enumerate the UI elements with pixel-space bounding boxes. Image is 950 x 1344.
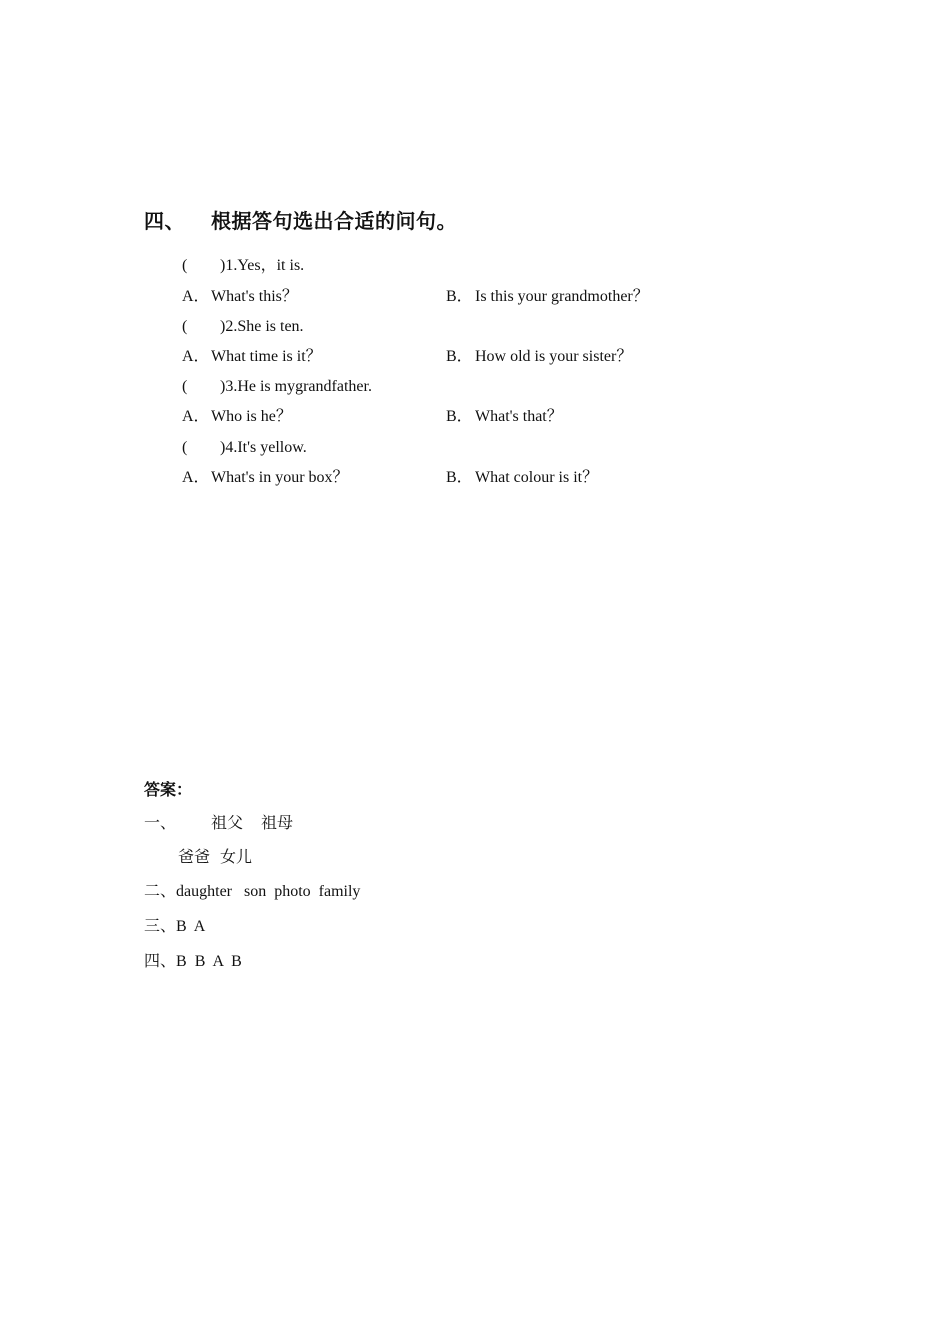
answer-prefix: 一、 — [144, 813, 177, 832]
question-text: )3.He is mygrandfather. — [220, 378, 372, 395]
question-1-option-b — [446, 286, 649, 308]
option-text: Who is he？ — [211, 408, 292, 425]
answer-prefix: 三、 — [144, 916, 177, 935]
question-text: )1.Yes，it is. — [220, 257, 305, 274]
question-1-option-a — [182, 286, 298, 308]
option-letter: B． — [446, 288, 473, 305]
answer-prefix: 二、 — [144, 881, 177, 900]
answer-line-2 — [178, 846, 252, 868]
answers-heading: 答案： — [144, 780, 193, 799]
option-letter: B． — [446, 469, 473, 486]
question-1 — [182, 255, 304, 277]
option-letter: A． — [182, 408, 210, 425]
section-heading — [144, 205, 457, 234]
question-4 — [182, 437, 307, 459]
question-3-option-b — [446, 406, 563, 428]
answer-line-5 — [144, 950, 242, 973]
section-title-text: 根据答句选出合适的问句。 — [211, 209, 457, 233]
option-text: What's that？ — [475, 408, 563, 425]
answer-prefix: 四、 — [144, 951, 177, 970]
question-4-option-b — [446, 467, 598, 489]
answer-word: 祖母 — [261, 813, 294, 832]
answer-blank-open: ( — [182, 439, 188, 456]
answer-line-4 — [144, 915, 205, 938]
answer-blank-open: ( — [182, 378, 188, 395]
answer-blank-open: ( — [182, 318, 188, 335]
question-text: )2.She is ten. — [220, 318, 304, 335]
answer-text: B A — [176, 918, 206, 935]
answer-line-3 — [144, 880, 360, 903]
question-2-option-a — [182, 346, 322, 368]
option-text: What colour is it？ — [475, 469, 599, 486]
option-letter: B． — [446, 408, 473, 425]
question-text: )4.It's yellow. — [220, 439, 307, 456]
answer-text: daughter son photo family — [176, 883, 361, 900]
option-text: What's in your box？ — [211, 469, 349, 486]
option-letter: A． — [182, 469, 210, 486]
question-3 — [182, 376, 372, 398]
option-letter: A． — [182, 288, 210, 305]
option-text: What time is it？ — [211, 348, 322, 365]
option-text: What's this？ — [211, 288, 298, 305]
option-letter: B． — [446, 348, 473, 365]
question-2 — [182, 316, 304, 338]
question-2-option-b — [446, 346, 632, 368]
answer-word: 祖父 — [211, 813, 244, 832]
section-number: 四、 — [144, 209, 185, 233]
question-4-option-a — [182, 467, 349, 489]
question-3-option-a — [182, 406, 292, 428]
option-text: How old is your sister？ — [475, 348, 633, 365]
option-letter: A． — [182, 348, 210, 365]
answer-blank-open: ( — [182, 257, 188, 274]
answer-word: 女儿 — [220, 847, 253, 866]
answer-line-1 — [144, 812, 293, 834]
answer-text: B B A B — [176, 953, 242, 970]
option-text: Is this your grandmother？ — [475, 288, 649, 305]
answer-word: 爸爸 — [178, 847, 211, 866]
